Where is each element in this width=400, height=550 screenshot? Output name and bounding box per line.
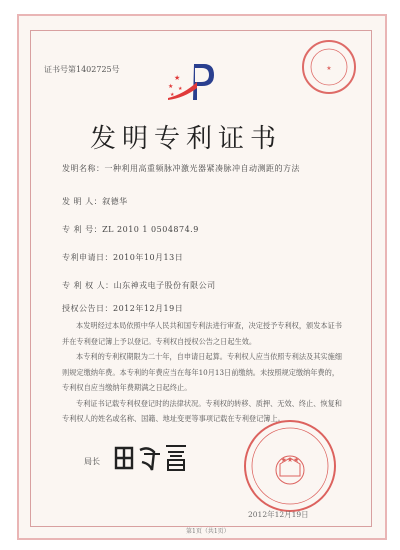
- body-line: 并在专利登记簿上予以登记。专利权自授权公告之日起生效。: [62, 336, 257, 346]
- certificate-title: 发明专利证书: [90, 124, 283, 154]
- field-value: 一种利用高重频脉冲激光器紧凑脉冲自动测距的方法: [104, 164, 300, 173]
- svg-text:★: ★: [174, 74, 181, 82]
- body-line: 专利证书记载专利权登记时的法律状况。专利权的转移、质押、无效、终止、恢复和: [76, 398, 342, 408]
- field-value: 2010年10月13日: [113, 253, 184, 262]
- field-label: 专利申请日：: [62, 253, 113, 262]
- field-value: 2012年12月19日: [113, 304, 184, 313]
- field-inventor: [62, 196, 128, 207]
- field-label: 专 利 号：: [62, 225, 103, 234]
- bottom-seal: [244, 420, 336, 512]
- field-label: 发明名称：: [62, 164, 105, 173]
- svg-text:★: ★: [168, 83, 174, 90]
- field-invention-name: [62, 163, 300, 174]
- body-line: 专利权人的姓名或名称、国籍、地址变更等事项记载在专利登记簿上。: [62, 414, 285, 423]
- svg-text:★★★: ★★★: [280, 456, 300, 464]
- field-label: 授权公告日：: [62, 304, 113, 313]
- svg-text:★: ★: [178, 86, 183, 92]
- stamp-date: 2012年12月19日: [248, 510, 309, 519]
- field-patentee: [62, 280, 216, 291]
- body-line: 本发明经过本局依照中华人民共和国专利法进行审查，决定授予专利权，颁发本证书: [76, 321, 342, 330]
- body-line: 专利权自应当缴纳年费期满之日起终止。: [62, 383, 192, 392]
- field-patent-number: [62, 224, 199, 235]
- top-seal: [302, 40, 356, 94]
- field-grant-date: [62, 303, 183, 314]
- certificate-number: 证书号第1402725号: [44, 65, 120, 74]
- field-application-date: [62, 252, 183, 263]
- field-label: 发 明 人：: [62, 197, 103, 206]
- field-label: 专 利 权 人：: [62, 281, 114, 290]
- body-line: 本专利的专利权期限为二十年，自申请日起算。专利权人应当依照专利法及其实施细: [76, 352, 342, 361]
- director-label: 局长: [84, 457, 100, 466]
- certificate-body: [62, 318, 362, 427]
- body-line: 则规定缴纳年费。本专利的年费应当在每年10月13日前缴纳。未按照规定缴纳年费的，: [62, 367, 340, 377]
- page-footer: 第1页（共1页）: [186, 528, 230, 535]
- svg-text:★: ★: [326, 65, 332, 72]
- svg-text:★: ★: [170, 92, 175, 98]
- cnipa-logo: [164, 60, 224, 105]
- field-value: ZL 2010 1 0504874.9: [102, 225, 199, 234]
- field-value: 山东神戎电子股份有限公司: [113, 281, 216, 290]
- director-signature: [112, 440, 192, 474]
- field-value: 叙德华: [102, 197, 128, 206]
